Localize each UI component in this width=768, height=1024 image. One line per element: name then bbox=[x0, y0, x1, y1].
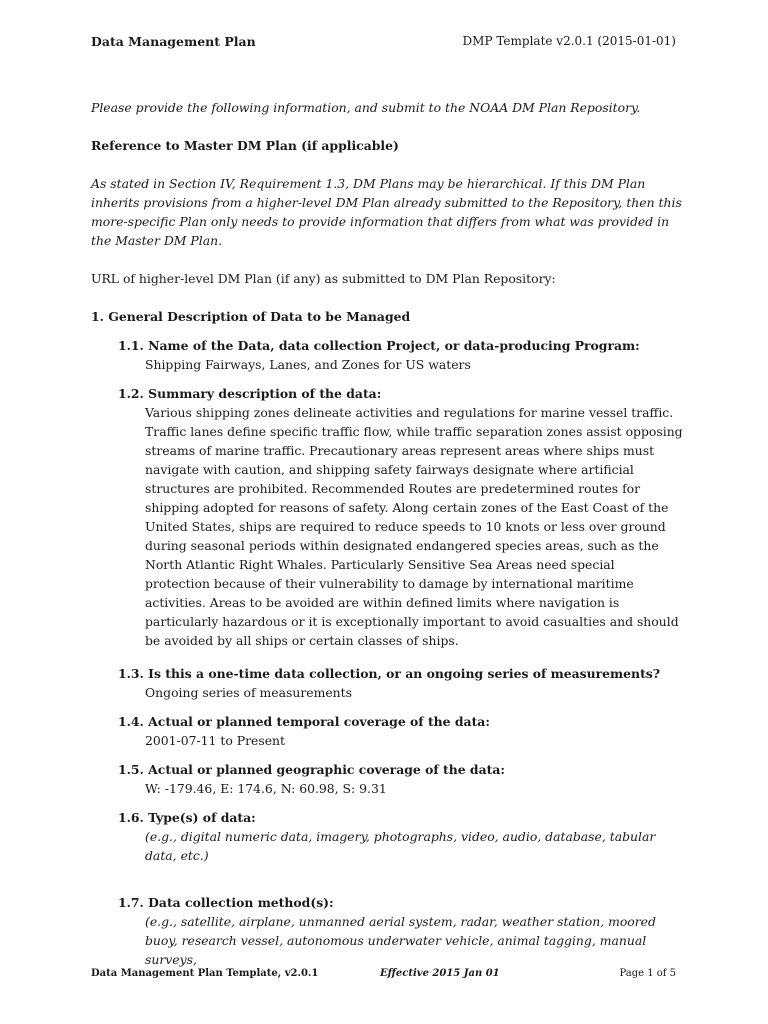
header-title: Data Management Plan bbox=[91, 34, 256, 49]
item-1-6-value: (e.g., digital numeric data, imagery, photographs, video, audio, database, tabular data, etc.) bbox=[145, 829, 656, 863]
item-1-7-label: 1.7. Data collection method(s): bbox=[118, 895, 334, 910]
item-1-1-value: Shipping Fairways, Lanes, and Zones for US waters bbox=[145, 357, 471, 372]
item-1-3-value: Ongoing series of measurements bbox=[145, 685, 352, 700]
item-1-1-label: 1.1. Name of the Data, data collection Project, or data-producing Program: bbox=[118, 338, 640, 353]
item-1-3-label: 1.3. Is this a one-time data collection, or an ongoing series of measurements? bbox=[118, 666, 661, 681]
item-1-1 bbox=[118, 336, 683, 374]
item-1-2 bbox=[118, 384, 683, 650]
item-1-7-value: (e.g., satellite, airplane, unmanned aerial system, radar, weather station, moored buoy, research vessel, autonomous underwater vehicle, animal tagging, manual surveys, bbox=[145, 914, 656, 967]
reference-note: As stated in Section IV, Requirement 1.3, DM Plans may be hierarchical. If this DM Plan inherits provisions from a higher-level DM Plan already submitted to the Repository, then this more-specific Plan only needs to provide information that differs from what was provided in the Master DM Plan. bbox=[91, 176, 682, 248]
item-1-5 bbox=[118, 760, 683, 798]
item-1-2-label: 1.2. Summary description of the data: bbox=[118, 386, 382, 401]
item-1-5-label: 1.5. Actual or planned geographic coverage of the data: bbox=[118, 762, 505, 777]
item-1-7 bbox=[118, 893, 683, 969]
item-1-2-value: Various shipping zones delineate activities and regulations for marine vessel traffic. Traffic lanes define specific traffic flow, while traffic separation zones assist opposing streams of marine traffic. Precautionary areas represent areas where ships must navigate with caution, and shipping safety fairways designate where artificial structures are prohibited. Recommended Routes are predetermined routes for shipping adopted for reasons of safety. Along certain zones of the East Coast of the United States, ships are required to reduce speeds to 10 knots or less over ground during seasonal periods within designated endangered species areas, such as the North Atlantic Right Whales. Particularly Sensitive Sea Areas need special protection because of their vulnerability to damage by international maritime activities. Areas to be avoided are within defined limits where navigation is particularly hazardous or it is exceptionally important to avoid casualties and should be avoided by all ships or certain classes of ships. bbox=[145, 405, 683, 648]
item-1-4 bbox=[118, 712, 683, 750]
footer-effective-date: Effective 2015 Jan 01 bbox=[380, 968, 500, 979]
item-1-6 bbox=[118, 808, 683, 865]
reference-url-label: URL of higher-level DM Plan (if any) as submitted to DM Plan Repository: bbox=[91, 271, 556, 286]
footer-template-name: Data Management Plan Template, v2.0.1 bbox=[91, 968, 319, 979]
item-1-6-label: 1.6. Type(s) of data: bbox=[118, 810, 256, 825]
item-1-5-value: W: -179.46, E: 174.6, N: 60.98, S: 9.31 bbox=[145, 781, 387, 796]
header-template-version: DMP Template v2.0.1 (2015-01-01) bbox=[462, 34, 676, 48]
reference-heading: Reference to Master DM Plan (if applicable) bbox=[91, 138, 399, 153]
footer-page-number: Page 1 of 5 bbox=[619, 968, 676, 979]
item-1-4-value: 2001-07-11 to Present bbox=[145, 733, 285, 748]
item-1-3 bbox=[118, 664, 683, 702]
intro-instruction: Please provide the following information, and submit to the NOAA DM Plan Repository. bbox=[91, 100, 641, 115]
section-1-title: 1. General Description of Data to be Managed bbox=[91, 309, 411, 324]
page-content bbox=[91, 98, 683, 979]
item-1-4-label: 1.4. Actual or planned temporal coverage of the data: bbox=[118, 714, 490, 729]
